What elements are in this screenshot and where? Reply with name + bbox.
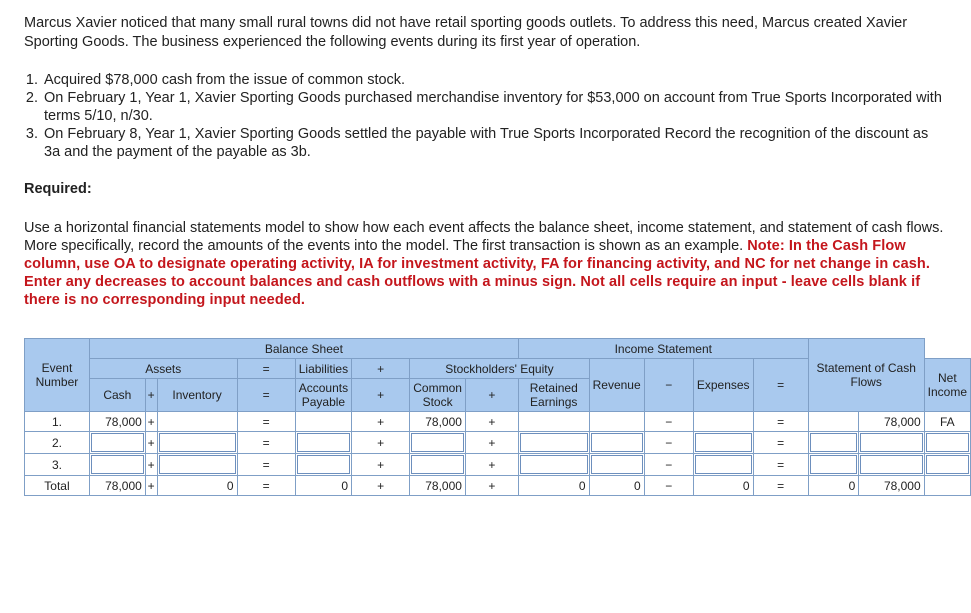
cash-flow-total: 78,000	[859, 476, 924, 496]
table-row	[25, 412, 971, 432]
expenses-input[interactable]	[693, 454, 753, 476]
total-row	[25, 476, 971, 496]
financial-statements-model	[24, 338, 971, 496]
cash-flow-input[interactable]	[859, 454, 924, 476]
accounts-payable-header: Accounts Payable	[295, 379, 351, 412]
equals-op: =	[753, 476, 808, 496]
event-list	[24, 71, 942, 161]
revenue-cell	[589, 412, 644, 432]
event-item: 2. On February 1, Year 1, Xavier Sporting Goods purchased merchandise inventory for $53,000 on account from True Sports Incorporated with terms 5/10, n/30.	[42, 89, 942, 125]
activity-total	[924, 476, 970, 496]
equals-op: =	[237, 432, 295, 454]
income-statement-header: Income Statement	[518, 339, 808, 359]
required-heading: Required:	[24, 181, 92, 197]
minus-op: −	[644, 359, 693, 412]
activity-input[interactable]	[924, 432, 970, 454]
cash-header: Cash	[89, 379, 145, 412]
net-income-input[interactable]	[808, 454, 859, 476]
instructions-note: Note: In the Cash Flow column, use OA to designate operating activity, IA for investment activity, FA for financing activity, and NC for net change in cash. Enter any decreases to account balances and cash outflows with a minus sign. Not all cells require an input - leave cells blank if there is no corresponding input needed.	[24, 238, 931, 308]
minus-op: −	[644, 454, 693, 476]
minus-op: −	[644, 432, 693, 454]
equals-op: =	[237, 379, 295, 412]
instructions-text: Use a horizontal financial statements model to show how each event affects the balance sheet, income statement, and statement of cash flows. More specifically, record the amounts of the events into the model. The first transaction is shown as an example.	[24, 220, 944, 254]
plus-op: +	[145, 432, 157, 454]
inventory-input[interactable]	[157, 432, 237, 454]
accounts-payable-total: 0	[295, 476, 351, 496]
common-stock-input[interactable]	[410, 432, 466, 454]
expenses-header: Expenses	[693, 359, 753, 412]
revenue-input[interactable]	[589, 454, 644, 476]
plus-op: +	[465, 476, 518, 496]
plus-op: +	[465, 432, 518, 454]
accounts-payable-input[interactable]	[295, 454, 351, 476]
cash-flow-input[interactable]	[859, 432, 924, 454]
equals-op: =	[753, 454, 808, 476]
net-income-cell	[808, 412, 859, 432]
event-label: 1.	[25, 412, 90, 432]
minus-op: −	[644, 476, 693, 496]
activity-cell: FA	[924, 412, 970, 432]
net-income-header: Net Income	[924, 359, 970, 412]
cash-total: 78,000	[89, 476, 145, 496]
revenue-total: 0	[589, 476, 644, 496]
plus-op: +	[145, 379, 157, 412]
event-number-header: Event Number	[25, 339, 90, 412]
common-stock-input[interactable]	[410, 454, 466, 476]
activity-input[interactable]	[924, 454, 970, 476]
cash-flows-header: Statement of Cash Flows	[808, 339, 924, 412]
retained-earnings-cell	[518, 412, 589, 432]
inventory-header: Inventory	[157, 379, 237, 412]
equals-op: =	[237, 454, 295, 476]
event-label: 2.	[25, 432, 90, 454]
liabilities-header: Liabilities	[295, 359, 351, 379]
table-row	[25, 432, 971, 454]
accounts-payable-input[interactable]	[295, 432, 351, 454]
plus-op: +	[145, 412, 157, 432]
retained-earnings-header: Retained Earnings	[518, 379, 589, 412]
plus-op: +	[465, 379, 518, 412]
plus-op: +	[352, 454, 410, 476]
plus-op: +	[465, 412, 518, 432]
event-label: 3.	[25, 454, 90, 476]
expenses-input[interactable]	[693, 432, 753, 454]
inventory-input[interactable]	[157, 454, 237, 476]
equals-op: =	[753, 359, 808, 412]
equals-op: =	[753, 412, 808, 432]
event-label: Total	[25, 476, 90, 496]
instructions	[24, 219, 959, 309]
accounts-payable-cell	[295, 412, 351, 432]
retained-earnings-input[interactable]	[518, 454, 589, 476]
equals-op: =	[237, 412, 295, 432]
equals-op: =	[237, 476, 295, 496]
common-stock-total: 78,000	[410, 476, 466, 496]
plus-op: +	[145, 454, 157, 476]
assets-header: Assets	[89, 359, 237, 379]
plus-op: +	[352, 359, 410, 379]
stockholders-equity-header: Stockholders' Equity	[410, 359, 589, 379]
table-row	[25, 454, 971, 476]
net-income-total: 0	[808, 476, 859, 496]
retained-earnings-total: 0	[518, 476, 589, 496]
equals-op: =	[237, 359, 295, 379]
event-item: 1. Acquired $78,000 cash from the issue of common stock.	[42, 71, 942, 89]
inventory-cell	[157, 412, 237, 432]
plus-op: +	[352, 379, 410, 412]
cash-flow-cell: 78,000	[859, 412, 924, 432]
cash-input[interactable]	[89, 432, 145, 454]
plus-op: +	[465, 454, 518, 476]
revenue-input[interactable]	[589, 432, 644, 454]
balance-sheet-header: Balance Sheet	[89, 339, 518, 359]
plus-op: +	[352, 476, 410, 496]
plus-op: +	[145, 476, 157, 496]
event-item: 3. On February 8, Year 1, Xavier Sporting Goods settled the payable with True Sports Incorporated Record the recognition of the discount as 3a and the payment of the payable as 3b.	[42, 125, 942, 161]
cash-input[interactable]	[89, 454, 145, 476]
plus-op: +	[352, 412, 410, 432]
problem-intro: Marcus Xavier noticed that many small rural towns did not have retail sporting goods outlets. To address this need, Marcus created Xavier Sporting Goods. The business experienced the following events during its first year of operation.	[24, 15, 908, 50]
equals-op: =	[753, 432, 808, 454]
common-stock-header: Common Stock	[410, 379, 466, 412]
net-income-input[interactable]	[808, 432, 859, 454]
retained-earnings-input[interactable]	[518, 432, 589, 454]
inventory-total: 0	[157, 476, 237, 496]
expenses-cell	[693, 412, 753, 432]
cash-cell: 78,000	[89, 412, 145, 432]
revenue-header: Revenue	[589, 359, 644, 412]
plus-op: +	[352, 432, 410, 454]
expenses-total: 0	[693, 476, 753, 496]
minus-op: −	[644, 412, 693, 432]
common-stock-cell: 78,000	[410, 412, 466, 432]
